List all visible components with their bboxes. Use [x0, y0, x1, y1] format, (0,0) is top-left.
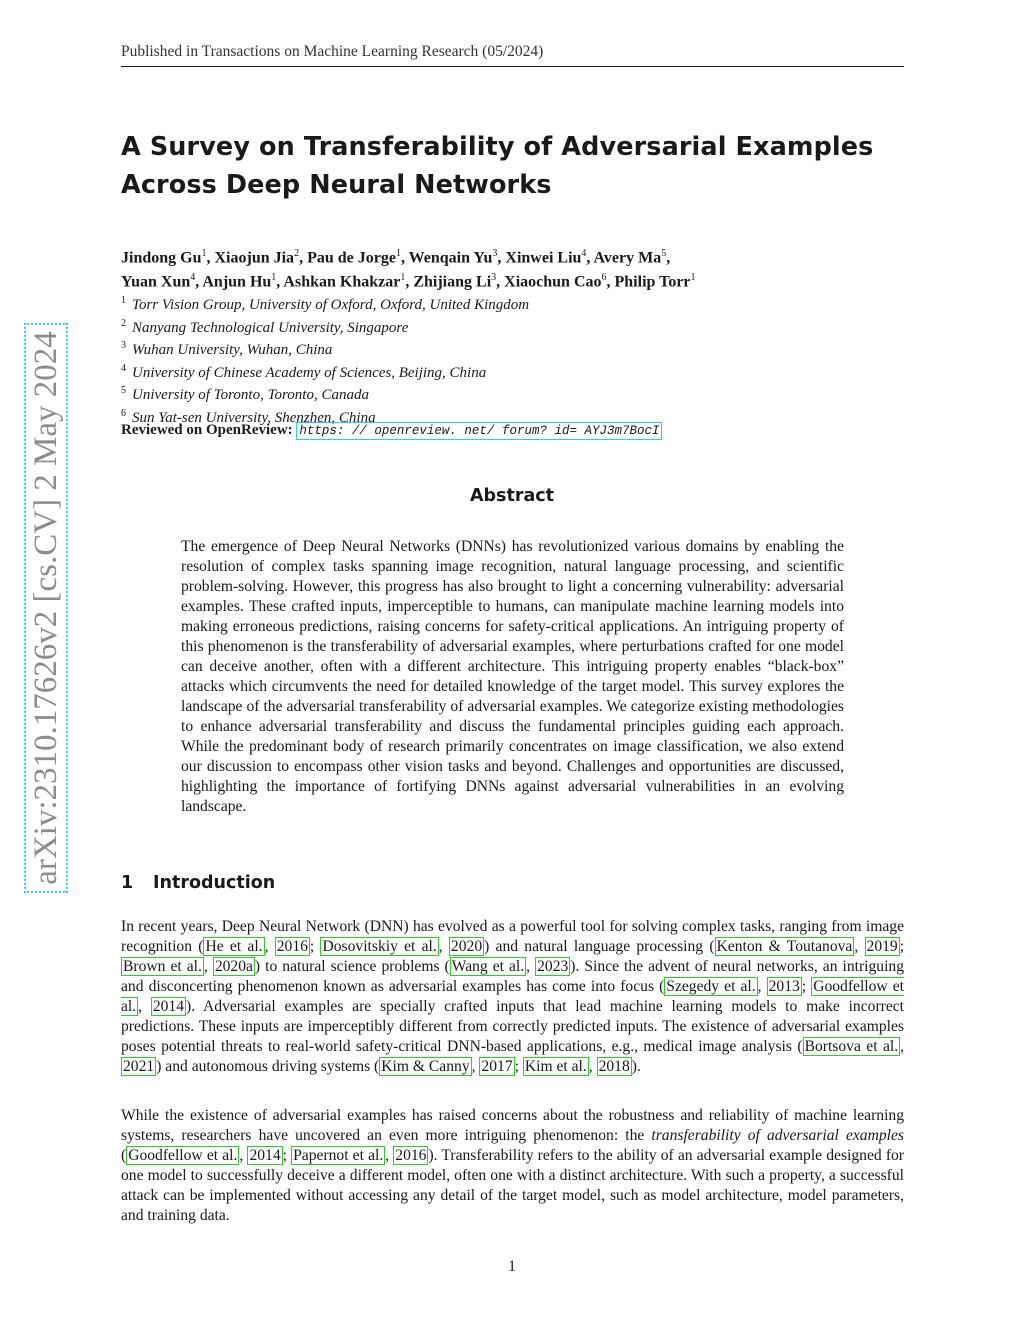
- citation-link[interactable]: Goodfellow et al.: [121, 978, 905, 1015]
- citation-link[interactable]: 2013: [768, 978, 800, 995]
- citation-link[interactable]: Papernot et al.: [293, 1147, 384, 1164]
- citation-link[interactable]: Szegedy et al.: [666, 978, 756, 995]
- author: Jindong Gu: [121, 249, 202, 267]
- citation-link[interactable]: Bortsova et al.: [804, 1038, 899, 1055]
- intro-paragraph-2: While the existence of adversarial examples has raised concerns about the robustness and reliability of machine learning systems, researchers have uncovered an even more intriguing phenomenon: the transferability of adversarial examples ( Goodfellow et al. , 2014 ; Papernot et al. , 2016 ). Transferability refers to the ability of an adversarial example designed for one model to successfully deceive a different model, often one with a distinct architecture. With such a property, a successful attack can be implemented without accessing any detail of the target model, such as model architecture, model parameters, and training data.: [121, 1107, 905, 1224]
- section-number: 1: [121, 873, 134, 893]
- author: Xiaochun Cao: [504, 273, 602, 291]
- affiliation: $^2$ Nanyang Technological University, Singapore: [121, 317, 409, 336]
- affiliation: $^3$ Wuhan University, Wuhan, China: [121, 340, 333, 359]
- openreview-line: [121, 422, 662, 439]
- author: Anjun Hu: [202, 273, 272, 291]
- affiliation: $^5$ University of Toronto, Toronto, Canada: [121, 385, 369, 404]
- review-label: Reviewed on OpenReview:: [121, 422, 293, 438]
- affiliation: $^1$ Torr Vision Group, University of Oxford, Oxford, United Kingdom: [121, 295, 530, 313]
- citation-link[interactable]: 2020: [450, 938, 483, 955]
- citation-link[interactable]: Dosovitskiy et al.: [322, 938, 437, 955]
- affiliation-list: [121, 292, 821, 428]
- author: Wenqain Yu: [408, 249, 493, 267]
- author: Pau de Jorge: [307, 249, 396, 267]
- author: Avery Ma: [593, 249, 662, 267]
- citation-link[interactable]: Brown et al.: [123, 958, 202, 975]
- author-list: [121, 244, 911, 293]
- openreview-url-link[interactable]: https: // openreview. net/ forum? id= AYJ3m7BocI: [296, 422, 662, 440]
- citation-link[interactable]: Kenton & Toutanova: [716, 938, 853, 955]
- citation-link[interactable]: 2014: [249, 1147, 281, 1164]
- citation-link[interactable]: 2020a: [214, 958, 253, 975]
- citation-link[interactable]: 2014: [152, 998, 185, 1015]
- citation-link[interactable]: Kim et al.: [524, 1058, 587, 1075]
- citation-link[interactable]: 2016: [276, 938, 308, 955]
- author-line-1: Jindong Gu$^1$, Xiaojun Jia$^2$, Pau de Jorge$^1$, Wenqain Yu$^3$, Xinwei Liu$^4$, Avery Ma$^5$,: [121, 248, 671, 267]
- citation-link[interactable]: Kim & Canny: [381, 1058, 470, 1075]
- citation-link[interactable]: Goodfellow et al.: [128, 1147, 238, 1164]
- citation-link[interactable]: 2017: [481, 1058, 513, 1075]
- citation-link[interactable]: 2021: [123, 1058, 155, 1075]
- emphasis: transferability of adversarial examples: [651, 1127, 904, 1144]
- affiliation: $^4$ University of Chinese Academy of Sciences, Beijing, China: [121, 362, 487, 381]
- abstract-text: The emergence of Deep Neural Networks (DNNs) has revolutionized various domains by enabling the resolution of complex tasks spanning image recognition, natural language processing, and scientific problem-solving. However, this progress has also brought to light a concerning vulnerability: adversarial examples. These crafted inputs, imperceptible to humans, can manipulate machine learning models into making erroneous predictions, raising concerns for safety-critical applications. An intriguing property of this phenomenon is the transferability of adversarial examples, where perturbations crafted for one model can deceive another, often with a different architecture. This intriguing property enables “black-box” attacks which circumvents the need for detailed knowledge of the target model. This survey explores the landscape of the adversarial transferability of adversarial examples. We categorize existing methodologies to enhance adversarial transferability and discuss the fundamental principles guiding each approach. While the predominant body of research primarily concentrates on image classification, we also extend our discussion to encompass other vision tasks and beyond. Challenges and opportunities are discussed, highlighting the importance of fortifying DNNs against adversarial vulnerabilities in an evolving landscape.: [181, 538, 844, 815]
- citation-link[interactable]: 2019: [866, 938, 898, 955]
- citation-link[interactable]: Wang et al.: [451, 958, 525, 975]
- author: Xiaojun Jia: [214, 249, 295, 267]
- author: Ashkan Khakzar: [283, 273, 401, 291]
- author: Yuan Xun: [121, 273, 191, 291]
- author: Philip Torr: [614, 273, 691, 291]
- citation-link[interactable]: 2018: [598, 1058, 630, 1075]
- citation-link[interactable]: 2016: [395, 1147, 427, 1164]
- arxiv-stamp-link[interactable]: arXiv:2310.17626v2 [cs.CV] 2 May 2024: [24, 323, 68, 893]
- citation-link[interactable]: 2023: [537, 958, 569, 975]
- intro-paragraph-1: In recent years, Deep Neural Network (DNN) has evolved as a powerful tool for solving complex tasks, ranging from image recognition ( He et al. , 2016 ; Dosovitskiy et al. , 2020 ) and natural language processing ( Kenton & Toutanova , 2019 ; Brown et al. , 2020a ) to natural science problems ( Wang et al. , 2023 ). Since the advent of neural networks, an intriguing and disconcerting phenomenon known as adversarial examples has come into focus ( Szegedy et al. , 2013 ; Goodfellow et al. , 2014 ). Adversarial examples are specially crafted inputs that lead machine learning models to make incorrect predictions. These inputs are imperceptibly different from correctly predicted inputs. The existence of adversarial examples poses potential threats to real-world safety-critical DNN-based applications, e.g., medical image analysis ( Bortsova et al. , 2021 ) and autonomous driving systems ( Kim & Canny , 2017 ; Kim et al. , 2018 ).: [121, 918, 905, 1075]
- paper-title: A Survey on Transferability of Adversarial Examples Across Deep Neural Networks: [121, 132, 874, 200]
- author: Zhijiang Li: [413, 273, 492, 291]
- citation-link[interactable]: He et al.: [205, 938, 263, 955]
- abstract-heading: Abstract: [469, 486, 555, 506]
- section-heading-introduction: [121, 873, 275, 893]
- affiliation: $^6$ Sun Yat-sen University, Shenzhen, China: [121, 407, 376, 426]
- section-title: Introduction: [153, 873, 276, 893]
- page-number: 1: [508, 1258, 516, 1275]
- author: Xinwei Liu: [505, 249, 582, 267]
- journal-header: Published in Transactions on Machine Learning Research (05/2024): [121, 43, 904, 67]
- author-line-2: Yuan Xun$^4$, Anjun Hu$^1$, Ashkan Khakzar$^1$, Zhijiang Li$^3$, Xiaochun Cao$^6$, Philip Torr$^1$: [121, 272, 696, 291]
